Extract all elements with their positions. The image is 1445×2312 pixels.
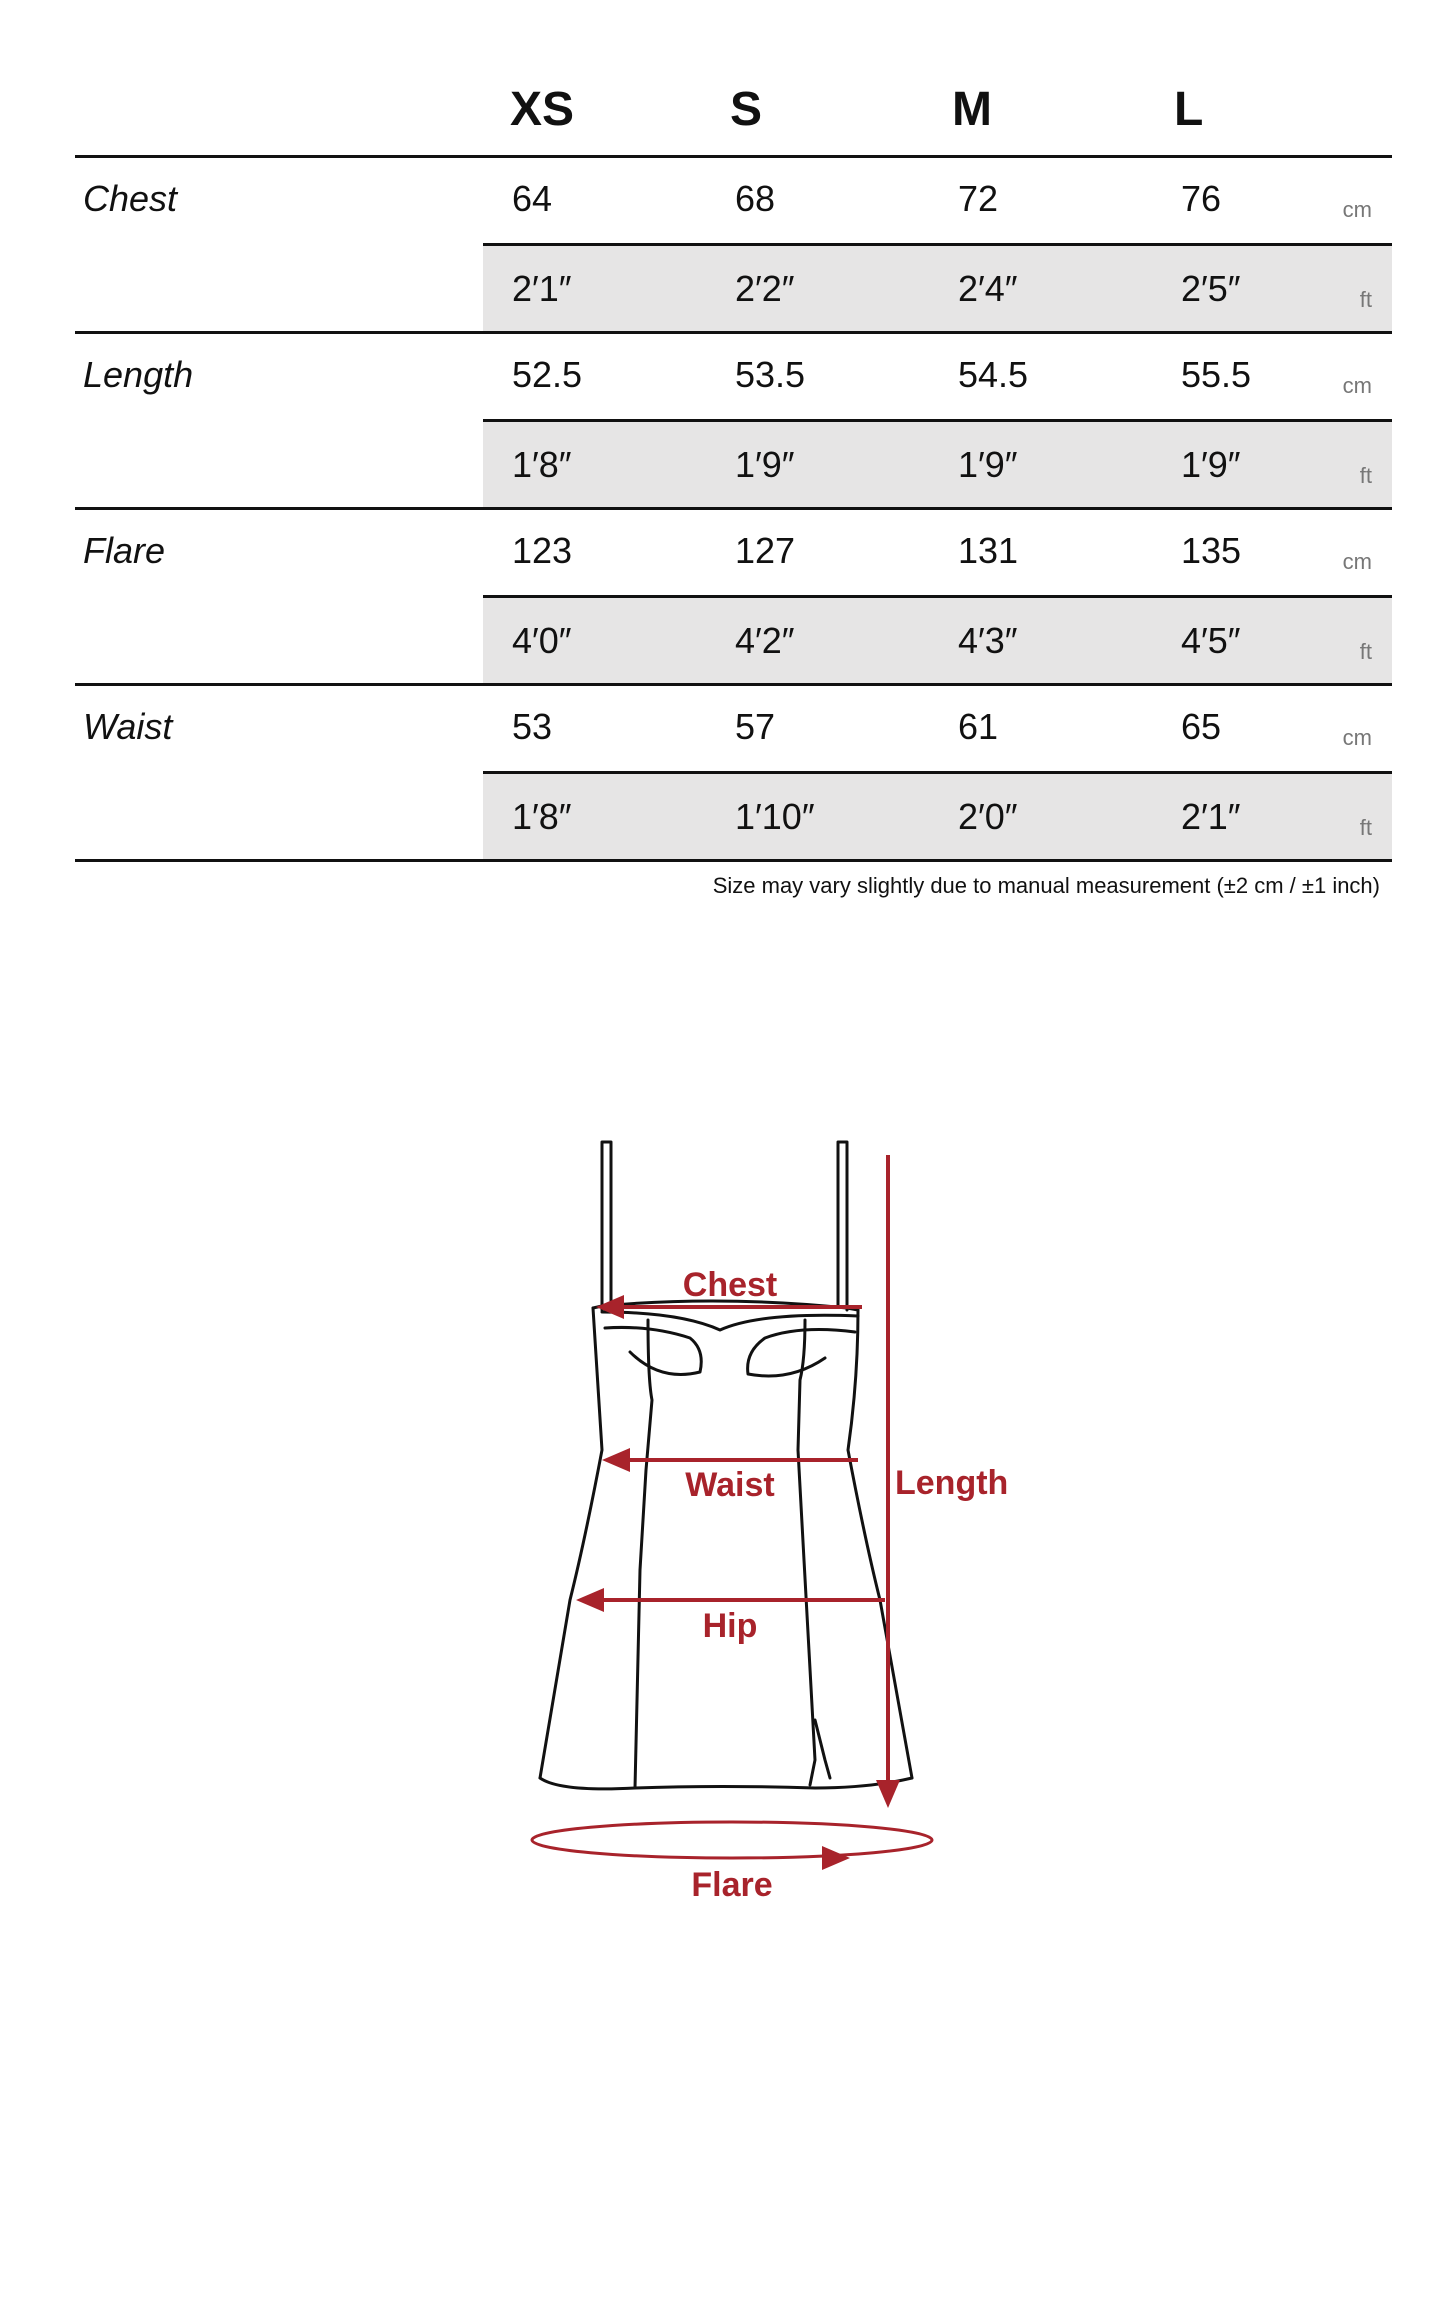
waist-ft-cell: 1′8″ <box>512 796 572 837</box>
length-label: Length <box>83 354 194 395</box>
length-cm-cell: 55.5 <box>1181 354 1252 395</box>
waist-label: Waist <box>685 1466 775 1504</box>
waist-ft-unit: ft <box>1359 815 1372 840</box>
flare-ft-cell: 4′5″ <box>1181 620 1241 661</box>
chest-cm-unit: cm <box>1342 197 1372 222</box>
waist-cm-cell: 61 <box>958 706 999 747</box>
chest-ft-unit: ft <box>1359 287 1372 312</box>
chest-cm-cell: 64 <box>512 178 553 219</box>
chest-bottom-rule <box>75 331 1392 334</box>
flare-bottom-rule <box>75 683 1392 686</box>
flare-label: Flare <box>691 1866 773 1904</box>
table-top-rule <box>75 155 1392 158</box>
waist-cm-cell: 57 <box>735 706 776 747</box>
flare-ft-cell: 4′3″ <box>958 620 1018 661</box>
length-ft-cell: 1′9″ <box>735 444 795 485</box>
chest-cm-cell: 72 <box>958 178 999 219</box>
flare-ft-band <box>483 598 1392 683</box>
measurement-arrows <box>532 1155 932 1870</box>
flare-arrowhead <box>822 1846 850 1870</box>
waist-cm-unit: cm <box>1342 725 1372 750</box>
size-header-s: S <box>730 83 763 136</box>
size-header-l: L <box>1174 83 1204 136</box>
length-cm-cell: 52.5 <box>512 354 583 395</box>
chest-ft-cell: 2′1″ <box>512 268 572 309</box>
length-bottom-rule <box>75 507 1392 510</box>
chest-cm-cell: 68 <box>735 178 776 219</box>
waist-label: Waist <box>83 706 173 747</box>
length-ft-band <box>483 422 1392 507</box>
waist-ft-cell: 2′0″ <box>958 796 1018 837</box>
chest-subrule <box>483 243 1392 246</box>
flare-cm-cell: 131 <box>958 530 1019 571</box>
waist-subrule <box>483 771 1392 774</box>
length-arrowhead <box>876 1780 900 1808</box>
waist-bottom-rule <box>75 859 1392 862</box>
chest-ft-band <box>483 246 1392 331</box>
length-cm-cell: 54.5 <box>958 354 1029 395</box>
length-ft-cell: 1′9″ <box>1181 444 1241 485</box>
length-ft-cell: 1′8″ <box>512 444 572 485</box>
waist-ft-cell: 2′1″ <box>1181 796 1241 837</box>
size-header-xs: XS <box>510 83 575 136</box>
flare-subrule <box>483 595 1392 598</box>
flare-ellipse <box>532 1822 932 1858</box>
hip-arrowhead <box>576 1588 604 1612</box>
waist-ft-band <box>483 774 1392 859</box>
flare-ft-cell: 4′2″ <box>735 620 795 661</box>
waist-cm-cell: 65 <box>1181 706 1222 747</box>
length-cm-cell: 53.5 <box>735 354 806 395</box>
length-cm-unit: cm <box>1342 373 1372 398</box>
dress-measurement-diagram <box>0 1120 1445 1920</box>
chest-cm-cell: 76 <box>1181 178 1222 219</box>
length-label: Length <box>895 1464 1009 1502</box>
flare-cm-cell: 135 <box>1181 530 1242 571</box>
chest-label: Chest <box>682 1266 778 1304</box>
flare-cm-cell: 127 <box>735 530 796 571</box>
waist-cm-cell: 53 <box>512 706 553 747</box>
length-ft-cell: 1′9″ <box>958 444 1018 485</box>
waist-ft-cell: 1′10″ <box>735 796 815 837</box>
chest-label: Chest <box>83 178 178 219</box>
flare-cm-cell: 123 <box>512 530 573 571</box>
chest-ft-cell: 2′4″ <box>958 268 1018 309</box>
measurement-note: Size may vary slightly due to manual measurement (±2 cm / ±1 inch) <box>712 873 1380 898</box>
size-header-m: M <box>952 83 992 136</box>
hip-label: Hip <box>702 1607 758 1645</box>
chest-ft-cell: 2′2″ <box>735 268 795 309</box>
length-subrule <box>483 419 1392 422</box>
flare-ft-unit: ft <box>1359 639 1372 664</box>
length-ft-unit: ft <box>1359 463 1372 488</box>
waist-arrowhead <box>602 1448 630 1472</box>
flare-cm-unit: cm <box>1342 549 1372 574</box>
chest-ft-cell: 2′5″ <box>1181 268 1241 309</box>
flare-ft-cell: 4′0″ <box>512 620 572 661</box>
size-header-row <box>0 70 1445 150</box>
flare-label: Flare <box>83 530 166 571</box>
